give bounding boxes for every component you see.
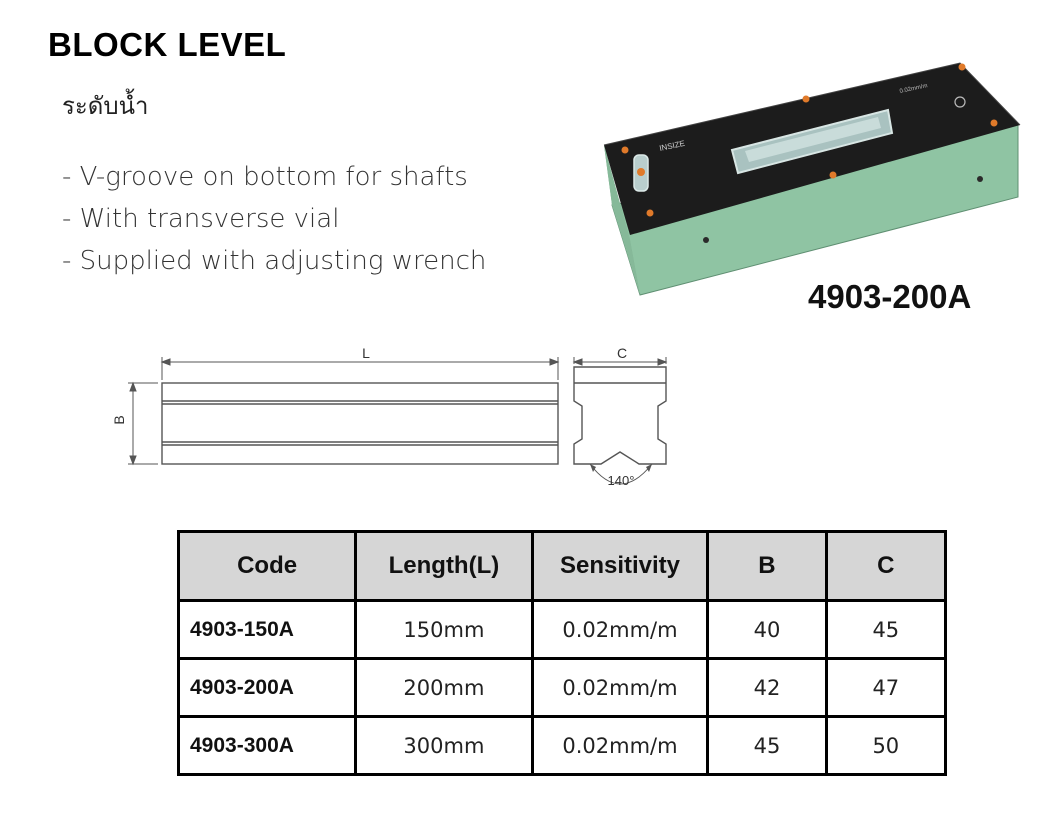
product-photo — [600, 55, 1030, 305]
cell-c: 50 — [826, 717, 945, 775]
side-view — [162, 383, 558, 464]
table-row — [179, 717, 946, 775]
cell-length: 150mm — [356, 601, 533, 659]
svg-text:0.02mm/m: 0.02mm/m — [899, 83, 929, 95]
table-row — [179, 601, 946, 659]
table-row — [179, 659, 946, 717]
column-header-sensitivity: Sensitivity — [532, 532, 708, 601]
column-header-code: Code — [179, 532, 356, 601]
column-header-c: C — [826, 532, 945, 601]
cell-b: 42 — [708, 659, 826, 717]
length-dimension-label: L — [362, 345, 370, 361]
dimension-drawing — [110, 340, 690, 510]
height-dimension-label: B — [111, 415, 127, 425]
cell-length: 200mm — [356, 659, 533, 717]
svg-text:INSIZE: INSIZE — [658, 138, 686, 153]
width-dimension-label: C — [616, 345, 628, 361]
cell-sensitivity: 0.02mm/m — [532, 717, 708, 775]
cell-sensitivity: 0.02mm/m — [532, 601, 708, 659]
spec-table — [177, 530, 947, 776]
model-code-label: 4903-200A — [808, 278, 972, 315]
feature-item: - V-groove on bottom for shafts — [62, 162, 468, 192]
feature-item: - Supplied with adjusting wrench — [62, 246, 487, 276]
table-header-row — [179, 532, 946, 601]
cell-sensitivity: 0.02mm/m — [532, 659, 708, 717]
vgroove-angle-label: 140° — [607, 473, 635, 488]
cell-c: 47 — [826, 659, 945, 717]
cell-b: 45 — [708, 717, 826, 775]
cell-code: 4903-300A — [179, 717, 356, 775]
column-header-b: B — [708, 532, 826, 601]
column-header-length: Length(L) — [356, 532, 533, 601]
feature-list — [62, 156, 486, 282]
cell-length: 300mm — [356, 717, 533, 775]
cell-c: 45 — [826, 601, 945, 659]
cell-b: 40 — [708, 601, 826, 659]
cell-code: 4903-150A — [179, 601, 356, 659]
product-title: BLOCK LEVEL — [48, 26, 287, 63]
cell-code: 4903-200A — [179, 659, 356, 717]
end-view — [574, 367, 666, 464]
product-subtitle-thai: ระดับน้ำ — [62, 92, 149, 120]
feature-item: - With transverse vial — [62, 204, 340, 234]
